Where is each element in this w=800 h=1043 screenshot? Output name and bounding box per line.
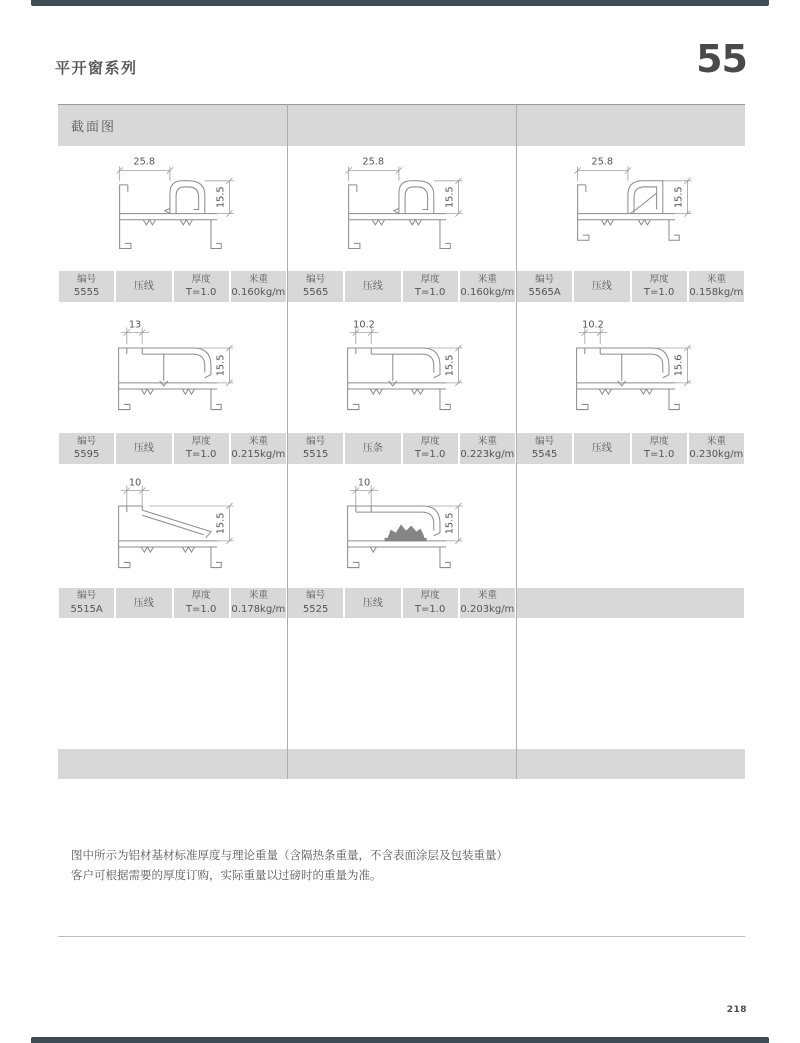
weight-value: 0.230kg/m <box>689 449 744 461</box>
dim-height-label: 15.5 <box>443 354 455 376</box>
spec-strip-row-1 <box>58 271 745 302</box>
profile-section-diagram <box>551 150 711 268</box>
empty-drawing-cell <box>516 464 745 588</box>
weight-label: 米重 <box>477 273 497 285</box>
profile-section-diagram <box>93 309 253 427</box>
type-box <box>345 433 400 464</box>
page-title: 平开窗系列 <box>55 59 138 77</box>
type-box <box>574 271 629 302</box>
dim-width-label: 25.8 <box>590 155 613 167</box>
type-box <box>116 588 171 618</box>
spec-strip-row-4 <box>58 749 745 779</box>
thickness-box <box>403 271 458 302</box>
weight-value: 0.215kg/m <box>231 449 286 461</box>
type-value: 压线 <box>133 597 154 609</box>
dim-height-label: 15.5 <box>214 185 226 208</box>
code-box <box>288 433 343 464</box>
code-box <box>288 588 343 618</box>
weight-box <box>460 271 515 302</box>
thickness-value: T=1.0 <box>414 449 446 461</box>
dim-width-label: 10.2 <box>581 318 604 330</box>
dim-height-label: 15.5 <box>443 185 455 208</box>
type-value: 压线 <box>362 597 383 609</box>
spec-strip-row-2 <box>58 433 745 464</box>
dim-width-label: 10.2 <box>352 318 375 330</box>
thickness-label: 厚度 <box>191 435 211 447</box>
thickness-box <box>174 588 229 618</box>
spec-strip-5555 <box>58 271 287 302</box>
profile-drawing-5565 <box>287 146 516 271</box>
code-label: 编号 <box>77 435 97 447</box>
thickness-value: T=1.0 <box>643 287 675 299</box>
thickness-box <box>632 433 687 464</box>
type-box <box>116 271 171 302</box>
section-header-label: 截面图 <box>71 120 117 135</box>
footnote-line-2: 客户可根据需要的厚度订购，实际重量以过磅时的重量为准。 <box>71 868 382 882</box>
profile-drawing-5595 <box>58 302 287 433</box>
type-value: 压线 <box>591 443 612 454</box>
spec-strip-5565 <box>287 271 516 302</box>
code-box <box>517 271 572 302</box>
thickness-value: T=1.0 <box>185 603 217 615</box>
column-divider-2 <box>516 104 517 779</box>
code-label: 编号 <box>535 435 555 447</box>
thickness-label: 厚度 <box>191 273 211 285</box>
type-value: 压线 <box>591 281 612 292</box>
footnote-line-1: 图中所示为铝材基材标准厚度与理论重量（含隔热条重量，不含表面涂层及包装重量） <box>71 848 508 862</box>
dim-height-label: 15.5 <box>443 512 455 535</box>
code-label: 编号 <box>77 590 97 602</box>
code-label: 编号 <box>77 273 97 285</box>
type-value: 压条 <box>362 443 383 454</box>
drawing-row-3 <box>58 464 745 588</box>
weight-box <box>460 433 515 464</box>
empty-drawing-cell <box>287 618 516 749</box>
code-box <box>288 271 343 302</box>
profile-drawing-5565A <box>516 146 745 271</box>
spec-strip-row-3 <box>58 588 745 618</box>
profile-section-diagram <box>93 150 253 268</box>
profile-section-diagram <box>93 467 253 585</box>
code-value: 5525 <box>302 603 329 615</box>
code-box <box>59 271 114 302</box>
weight-value: 0.160kg/m <box>231 287 286 299</box>
type-box <box>345 271 400 302</box>
profile-drawing-5545 <box>516 302 745 433</box>
code-value: 5555 <box>73 287 100 299</box>
spec-strip-5525 <box>287 588 516 618</box>
footnote-area <box>58 779 745 937</box>
weight-box <box>689 433 744 464</box>
weight-label: 米重 <box>248 590 268 602</box>
code-label: 编号 <box>306 273 326 285</box>
dim-height-label: 15.5 <box>672 185 684 208</box>
weight-box <box>231 271 286 302</box>
code-box <box>59 588 114 618</box>
weight-value: 0.178kg/m <box>231 603 286 615</box>
thickness-label: 厚度 <box>420 590 440 602</box>
empty-spec-strip <box>516 588 745 618</box>
empty-strip-bar <box>517 588 744 618</box>
type-value: 压线 <box>133 281 154 292</box>
dim-height-label: 15.5 <box>214 512 226 535</box>
spec-strip-5545 <box>516 433 745 464</box>
dim-height-label: 15.6 <box>672 354 684 376</box>
thickness-value: T=1.0 <box>414 603 446 615</box>
thickness-value: T=1.0 <box>414 287 446 299</box>
weight-box <box>689 271 744 302</box>
profile-section-diagram <box>322 467 482 585</box>
empty-drawing-cell <box>516 618 745 749</box>
dim-height-label: 15.5 <box>214 354 226 376</box>
weight-value: 0.203kg/m <box>460 603 515 615</box>
type-box <box>574 433 629 464</box>
spec-strip-5515A <box>58 588 287 618</box>
weight-label: 米重 <box>248 435 268 447</box>
code-value: 5565A <box>528 287 561 299</box>
top-accent-bar <box>31 0 769 6</box>
profile-section-diagram <box>551 309 711 427</box>
thickness-label: 厚度 <box>420 435 440 447</box>
thickness-box <box>632 271 687 302</box>
type-box <box>345 588 400 618</box>
weight-value: 0.223kg/m <box>460 449 515 461</box>
series-number: 55 <box>696 37 747 81</box>
thickness-value: T=1.0 <box>643 449 675 461</box>
code-value: 5515 <box>302 449 329 461</box>
thickness-label: 厚度 <box>191 590 211 602</box>
weight-label: 米重 <box>477 590 497 602</box>
empty-drawing-cell <box>58 618 287 749</box>
dim-width-label: 25.8 <box>132 155 155 167</box>
thickness-label: 厚度 <box>649 273 669 285</box>
thickness-label: 厚度 <box>420 273 440 285</box>
type-box <box>116 433 171 464</box>
section-header-band <box>58 105 745 146</box>
weight-box <box>231 588 286 618</box>
thickness-label: 厚度 <box>649 435 669 447</box>
weight-label: 米重 <box>706 435 726 447</box>
code-value: 5515A <box>70 603 103 615</box>
thickness-value: T=1.0 <box>185 449 217 461</box>
code-label: 编号 <box>306 590 326 602</box>
code-value: 5545 <box>531 449 558 461</box>
weight-value: 0.160kg/m <box>460 287 515 299</box>
weight-value: 0.158kg/m <box>689 287 744 299</box>
type-value: 压线 <box>362 281 383 292</box>
drawing-row-4 <box>58 618 745 749</box>
dim-width-label: 13 <box>128 318 141 330</box>
thickness-box <box>174 433 229 464</box>
profile-drawing-5515 <box>287 302 516 433</box>
code-value: 5595 <box>73 449 100 461</box>
bottom-accent-bar <box>31 1037 769 1043</box>
empty-strip-bar <box>58 749 745 779</box>
spec-strip-5515 <box>287 433 516 464</box>
type-value: 压线 <box>133 443 154 454</box>
column-divider-1 <box>287 104 288 779</box>
thickness-value: T=1.0 <box>185 287 217 299</box>
code-value: 5565 <box>302 287 329 299</box>
code-box <box>59 433 114 464</box>
profile-drawing-5515A <box>58 464 287 588</box>
drawing-row-1 <box>58 146 745 271</box>
code-label: 编号 <box>306 435 326 447</box>
dim-width-label: 10 <box>357 477 370 489</box>
thickness-box <box>403 433 458 464</box>
thickness-box <box>403 588 458 618</box>
page-number: 218 <box>726 1005 747 1015</box>
dim-width-label: 25.8 <box>361 155 384 167</box>
weight-label: 米重 <box>477 435 497 447</box>
thickness-box <box>174 271 229 302</box>
weight-box <box>231 433 286 464</box>
spec-strip-5565A <box>516 271 745 302</box>
drawing-row-2 <box>58 302 745 433</box>
weight-box <box>460 588 515 618</box>
profile-drawing-5555 <box>58 146 287 271</box>
profile-section-diagram <box>322 150 482 268</box>
section-table <box>58 104 745 937</box>
code-box <box>517 433 572 464</box>
weight-label: 米重 <box>706 273 726 285</box>
spec-strip-5595 <box>58 433 287 464</box>
code-label: 编号 <box>535 273 555 285</box>
dim-width-label: 10 <box>128 477 141 489</box>
profile-section-diagram <box>322 309 482 427</box>
weight-label: 米重 <box>248 273 268 285</box>
profile-drawing-5525 <box>287 464 516 588</box>
